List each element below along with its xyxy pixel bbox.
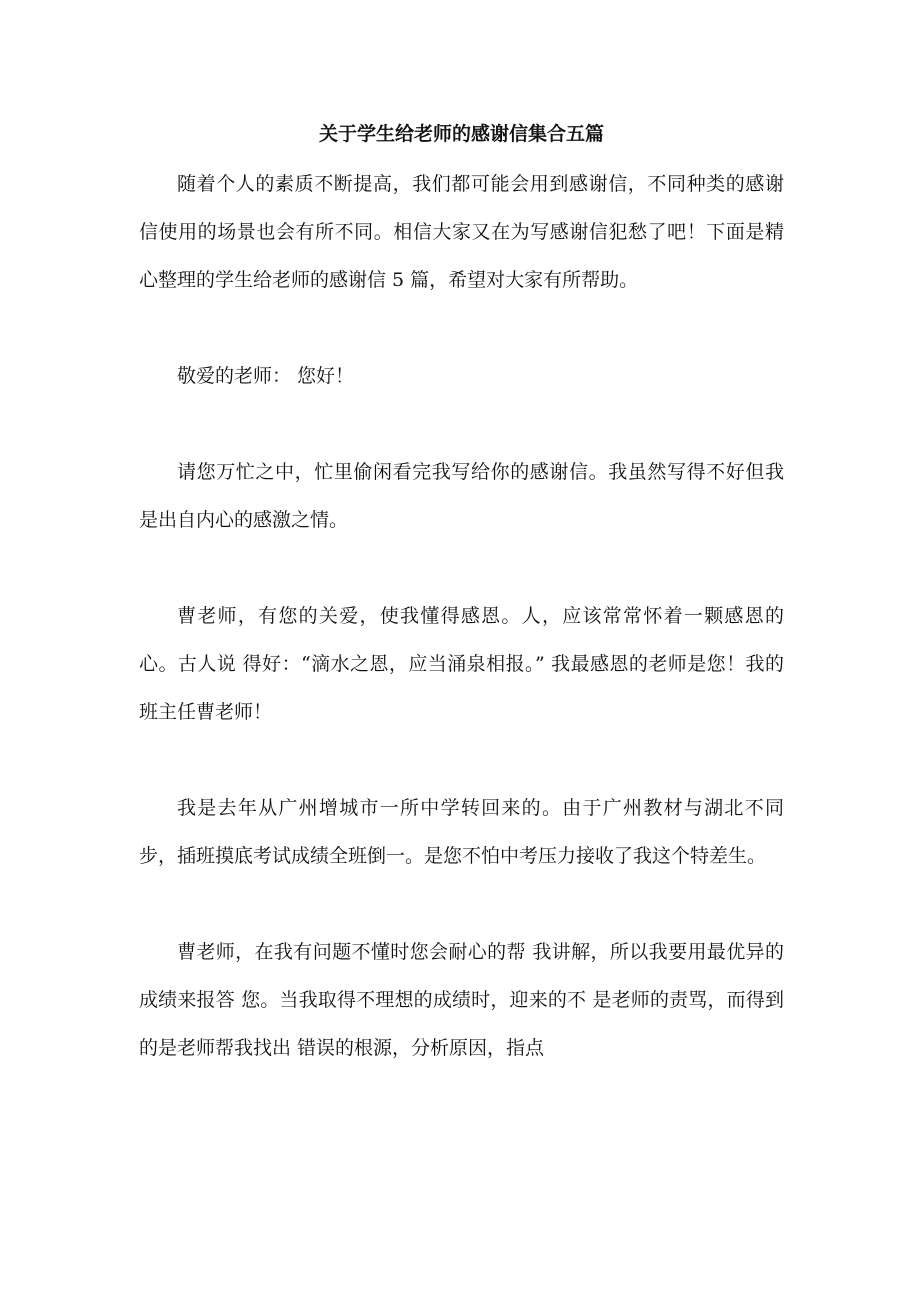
document-title: 关于学生给老师的感谢信集合五篇: [318, 123, 604, 145]
document-body: [139, 118, 784, 1120]
body-paragraph-1: 请您万忙之中，忙里偷闲看完我写给你的感谢信。我虽然写得不好但我是出自内心的感激之情。: [139, 461, 784, 531]
intro-paragraph: 随着个人的素质不断提高，我们都可能会用到感谢信，不同种类的感谢信使用的场景也会有所不同。相信大家又在为写感谢信犯愁了吧！下面是精心整理的学生给老师的感谢信 5 篇，希望对大家有所帮助。: [139, 173, 784, 291]
body-paragraph-4: 曹老师，在我有问题不懂时您会耐心的帮 我讲解，所以我要用最优异的成绩来报答 您。当我取得不理想的成绩时，迎来的不 是老师的责骂，而得到的是老师帮我找出 错误的根源，分析原因，指点: [139, 941, 784, 1059]
greeting-paragraph: 敬爱的老师： 您好！: [177, 365, 355, 387]
body-paragraph-3: 我是去年从广州增城市一所中学转回来的。由于广州教材与湖北不同步，插班摸底考试成绩全班倒一。是您不怕中考压力接收了我这个特差生。: [139, 797, 784, 867]
body-paragraph-2: 曹老师，有您的关爱，使我懂得感恩。人，应该常常怀着一颗感恩的心。古人说 得好：“滴水之恩，应当涌泉相报。” 我最感恩的老师是您！我的班主任曹老师！: [139, 605, 784, 723]
